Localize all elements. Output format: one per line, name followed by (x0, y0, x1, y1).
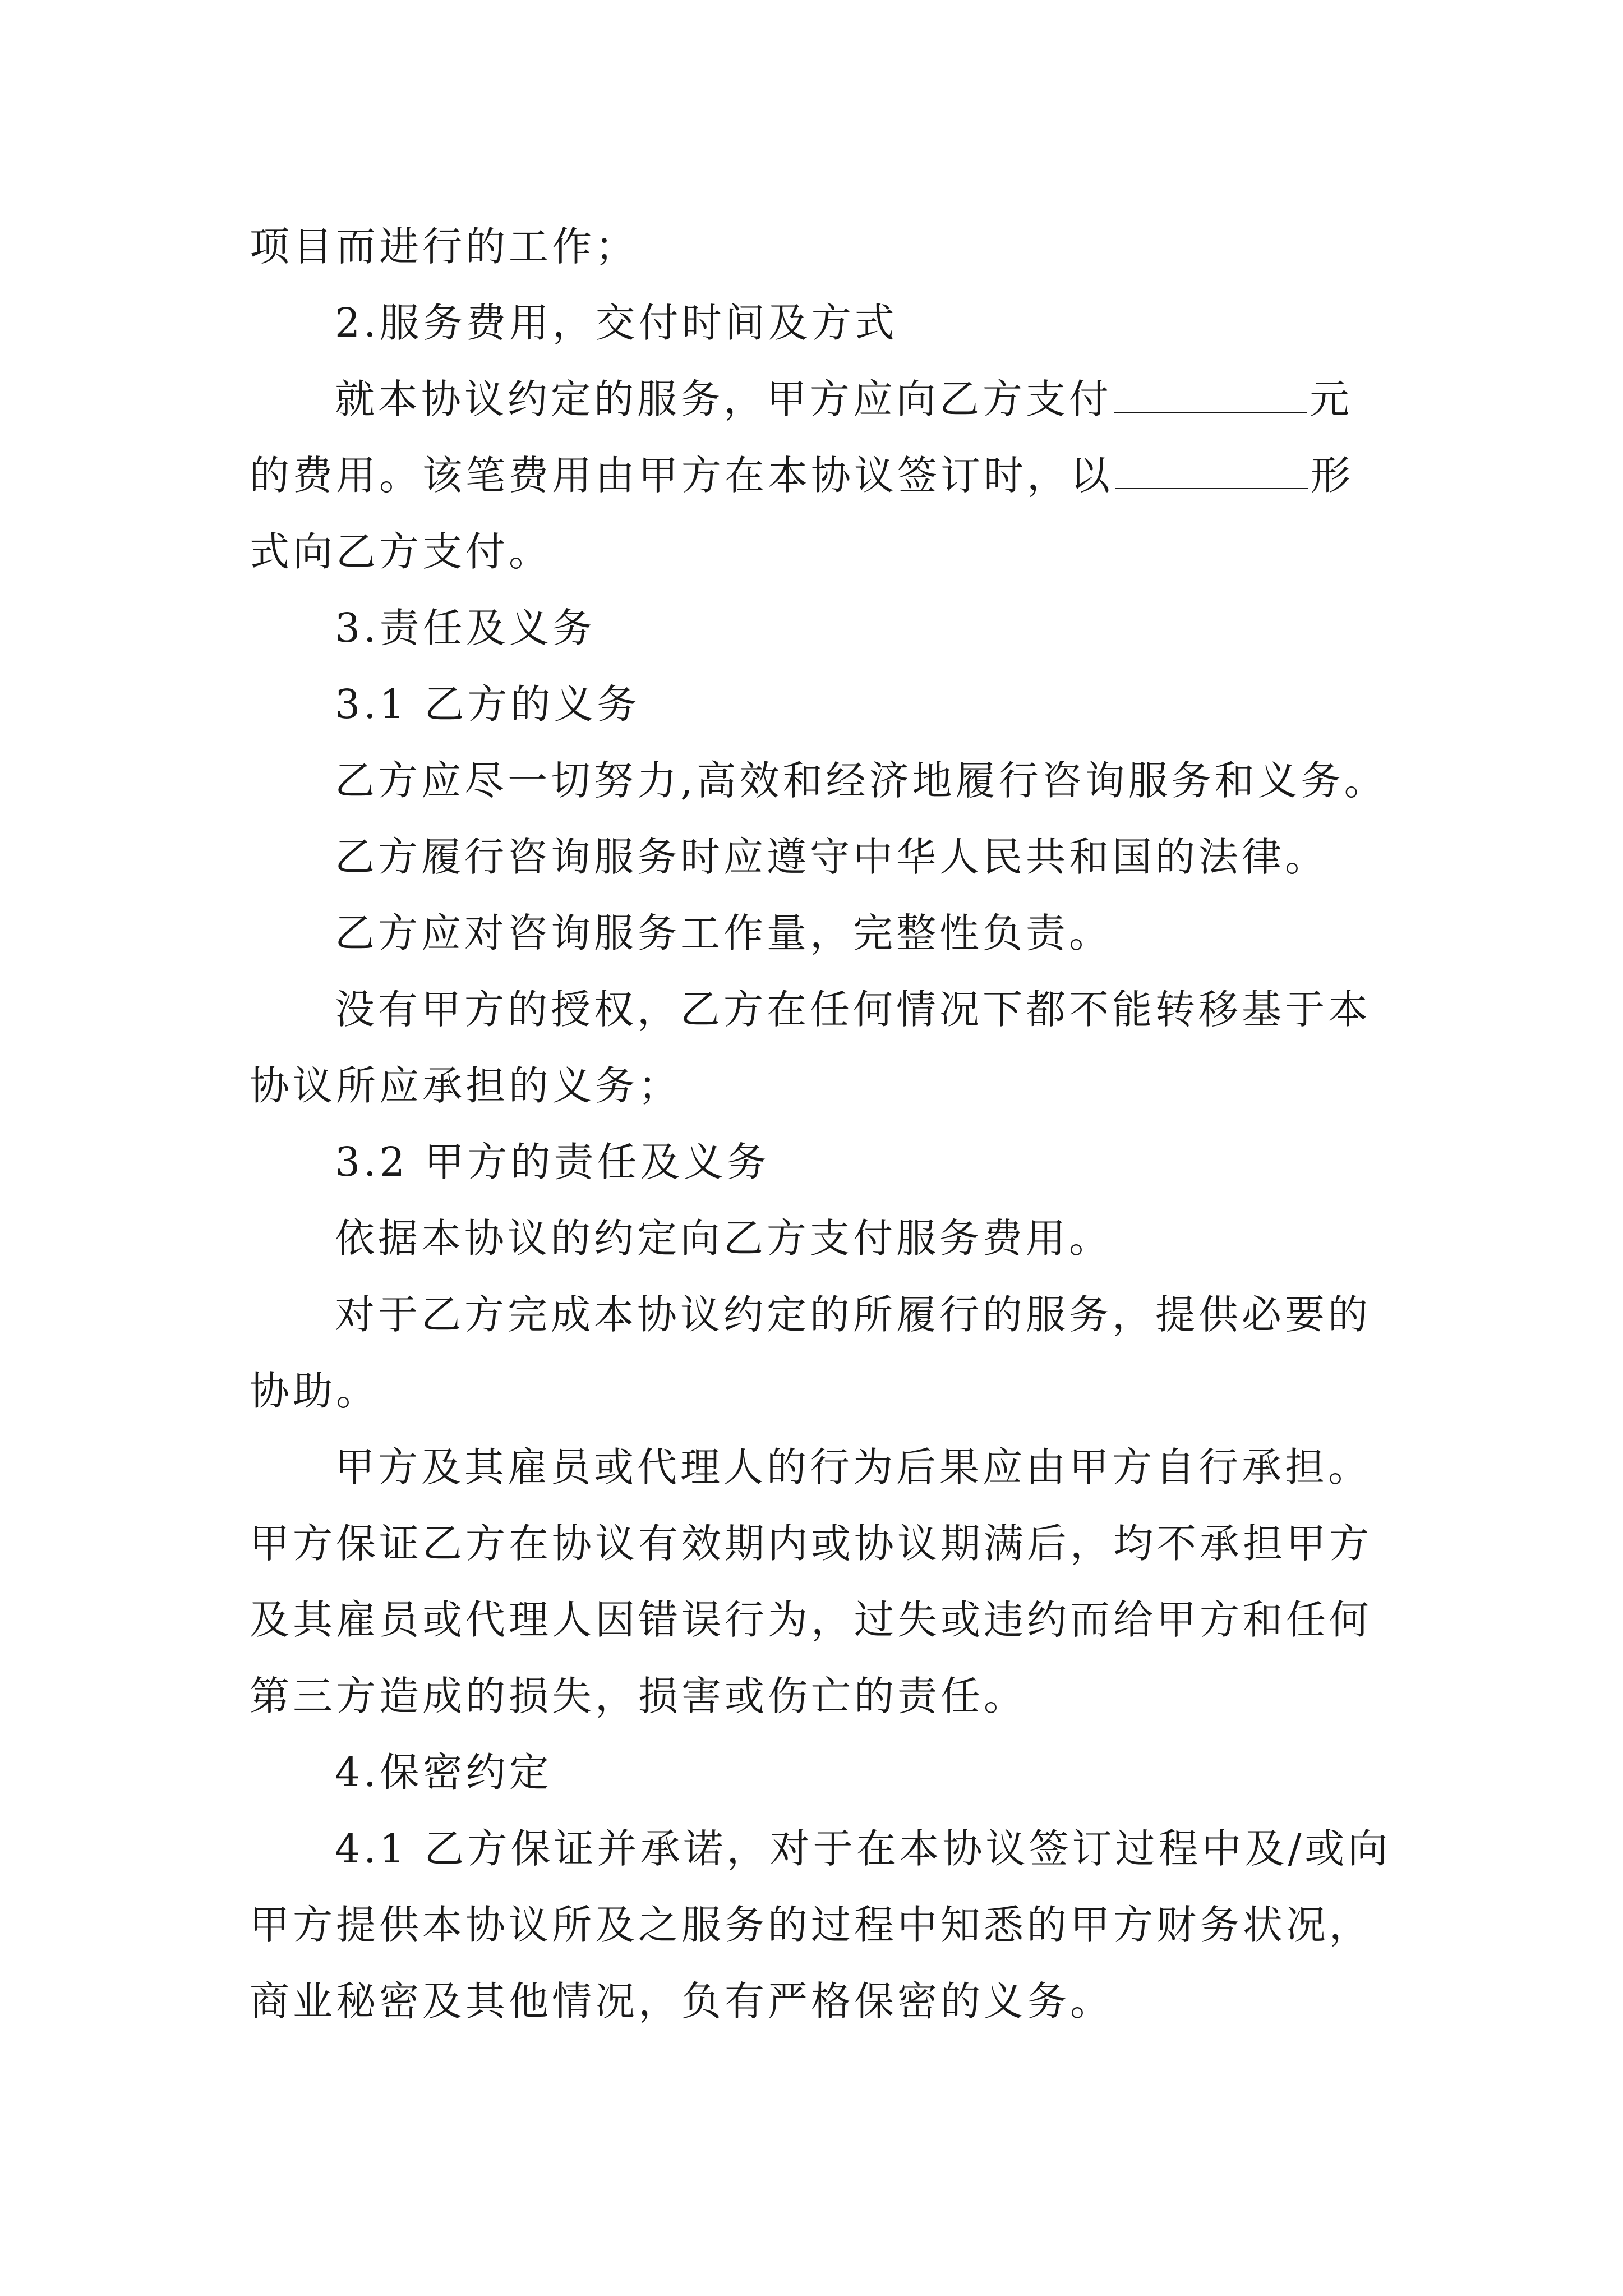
paragraph-line (250, 361, 1394, 438)
paragraph-line: 没有甲方的授权，乙方在任何情况下都不能转移基于本 (335, 986, 1372, 1033)
paragraph-line: 协助。 (250, 1368, 380, 1414)
paragraph-line: 乙方应尽一切努力,高效和经济地履行咨询服务和义务。 (335, 757, 1387, 804)
paragraph-line: 甲方提供本协议所及之服务的过程中知悉的甲方财务状况， (250, 1902, 1373, 1948)
paragraph-line: 及其雇员或代理人因错误行为，过失或违约而给甲方和任何 (250, 1596, 1373, 1643)
text-segment: 就本协议约定的服务，甲方应向乙方支付 (335, 376, 1113, 422)
section-heading: 2.服务费用，交付时间及方式 (335, 300, 898, 346)
section-heading: 4.保密约定 (335, 1749, 552, 1796)
paragraph-line: 式向乙方支付。 (250, 528, 552, 575)
paragraph-line: 项目而进行的工作； (250, 223, 639, 270)
paragraph-line: 对于乙方完成本协议约定的所履行的服务，提供必要的 (335, 1291, 1372, 1338)
paragraph-line: 乙方应对咨询服务工作量，完整性负责。 (335, 910, 1113, 956)
subsection-heading: 3.1 乙方的义务 (335, 681, 640, 728)
paragraph-line (250, 438, 1394, 514)
paragraph-line: 协议所应承担的义务； (250, 1062, 682, 1109)
section-heading: 3.责任及义务 (335, 605, 596, 651)
paragraph-line: 依据本协议的约定向乙方支付服务费用。 (335, 1215, 1113, 1262)
text-segment: 形 (1311, 452, 1354, 499)
text-segment: 元 (1310, 376, 1353, 422)
paragraph-line: 商业秘密及其他情况，负有严格保密的义务。 (250, 1978, 1114, 2024)
document-body (250, 209, 1394, 2040)
fill-in-blank (1115, 452, 1308, 489)
paragraph-line: 乙方履行咨询服务时应遵守中华人民共和国的法律。 (335, 834, 1329, 880)
paragraph-line: 4.1 乙方保证并承诺，对于在本协议签订过程中及/或向 (335, 1825, 1391, 1872)
paragraph-line: 第三方造成的损失，损害或伤亡的责任。 (250, 1673, 1027, 1719)
paragraph-line: 甲方及其雇员或代理人的行为后果应由甲方自行承担。 (335, 1444, 1372, 1490)
paragraph-line: 甲方保证乙方在协议有效期内或协议期满后，均不承担甲方 (250, 1520, 1373, 1567)
subsection-heading: 3.2 甲方的责任及义务 (335, 1139, 770, 1185)
fill-in-blank (1114, 376, 1307, 413)
text-segment: 的费用。该笔费用由甲方在本协议签订时，以 (250, 452, 1114, 499)
